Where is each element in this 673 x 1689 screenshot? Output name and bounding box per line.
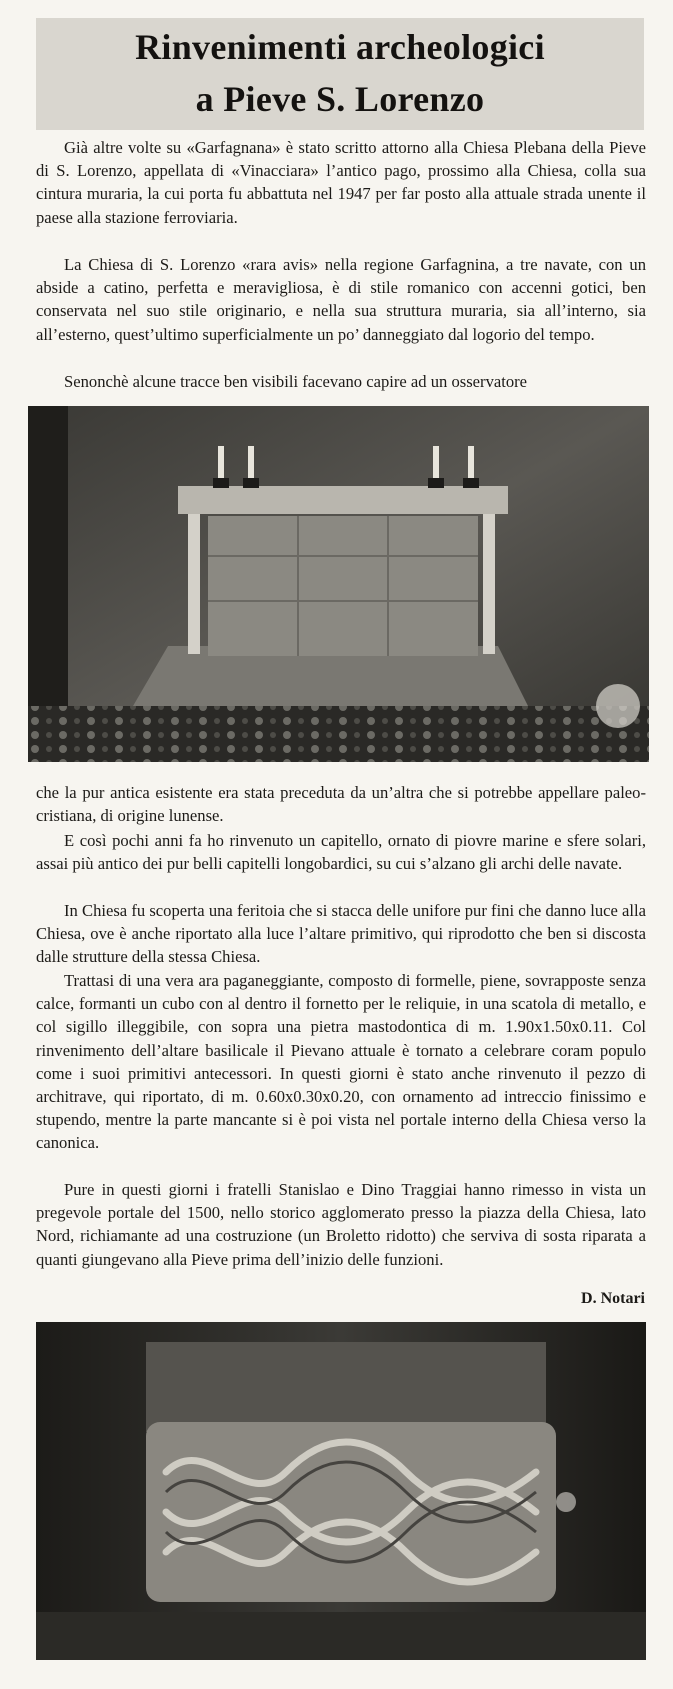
altar-illustration — [28, 406, 649, 762]
paragraph-3: Senonchè alcune tracce ben visibili facevano capire ad un osservatore — [64, 372, 528, 391]
article-clipping-bottom — [0, 772, 673, 1689]
article-title-line-2: a Pieve S. Lorenzo — [195, 79, 485, 119]
author-signature: D. Notari — [581, 1290, 645, 1307]
altar-photo — [28, 406, 649, 762]
architrave-illustration — [36, 1322, 646, 1660]
paragraph-8: Pure in questi giorni i fratelli Stanislao e Dino Traggiai hanno rimesso in vista un pregevole portale del 1500, nello storico agglomerato presso la piazza della Chiesa, lato Nord, richiamante ad una costruzione (un Broletto ridotto) che serviva di sosta riparata a quanti giungevano alla Pieve prima dell’inizio delle funzioni. — [36, 1180, 646, 1269]
architrave-photo — [36, 1322, 646, 1660]
paragraph-5: E così pochi anni fa ho rinvenuto un capitello, ornato di piovre marine e sfere solari, assai più antico dei pur belli capitelli longobardici, su cui s’alzano gli archi delle navate. — [36, 831, 646, 874]
paragraph-7: Trattasi di una vera ara paganeggiante, composto di formelle, piene, sovrapposte senza calce, formanti un cubo con al dentro il fornetto per le reliquie, in una scatola di metallo, e col sigillo illeggibile, con sopra una pietra mastodontica di m. 1.90x1.50x0.11. Col rinvenimento dell’altare basilicale il Pievano attuale è tornato a celebrare coram populo come i suoi primitivi antecessori. In questi giorni è stato anche rinvenuto il pezzo di architrave, qui riportato, di m. 0.60x0.30x0.20, con ornamento ad intreccio finissimo e stupendo, mentre la parte mancante si è poi vista nel portale interno della Chiesa verso la canonica. — [36, 971, 646, 1153]
paragraph-2: La Chiesa di S. Lorenzo «rara avis» nella regione Garfagnina, a tre navate, con un abside a catino, perfetta e meravigliosa, è di stile romanico con accenni gotici, ben conservata nel suo stile originario, e nella sua struttura muraria, sia all’interno, sia all’esterno, quest’ultimo superficialmente un po’ danneggiato dal logorio del tempo. — [36, 255, 646, 344]
title-band — [36, 18, 644, 130]
paragraph-6: In Chiesa fu scoperta una feritoia che si stacca delle unifore pur fini che danno luce alla Chiesa, ove è anche riportato alla luce l’altare primitivo, qui riprodotto che ben si discosta dalle strutture della stessa Chiesa. — [36, 901, 646, 967]
article-clipping-top — [0, 0, 673, 772]
paragraph-1: Già altre volte su «Garfagnana» è stato scritto attorno alla Chiesa Plebana della Pieve di S. Lorenzo, appellata di «Vinacciara» l’antico pago, prossimo alla Chiesa, colla sua cintura muraria, la cui porta fu abbattuta nel 1947 per far posto alla attuale strada unente il paese alla stazione ferroviaria. — [36, 138, 646, 227]
article-title-line-1: Rinvenimenti archeologici — [135, 27, 545, 67]
paragraph-4: che la pur antica esistente era stata preceduta da un’altra che si potrebbe appellare paleo-cristiana, di origine lunense. — [36, 783, 646, 826]
